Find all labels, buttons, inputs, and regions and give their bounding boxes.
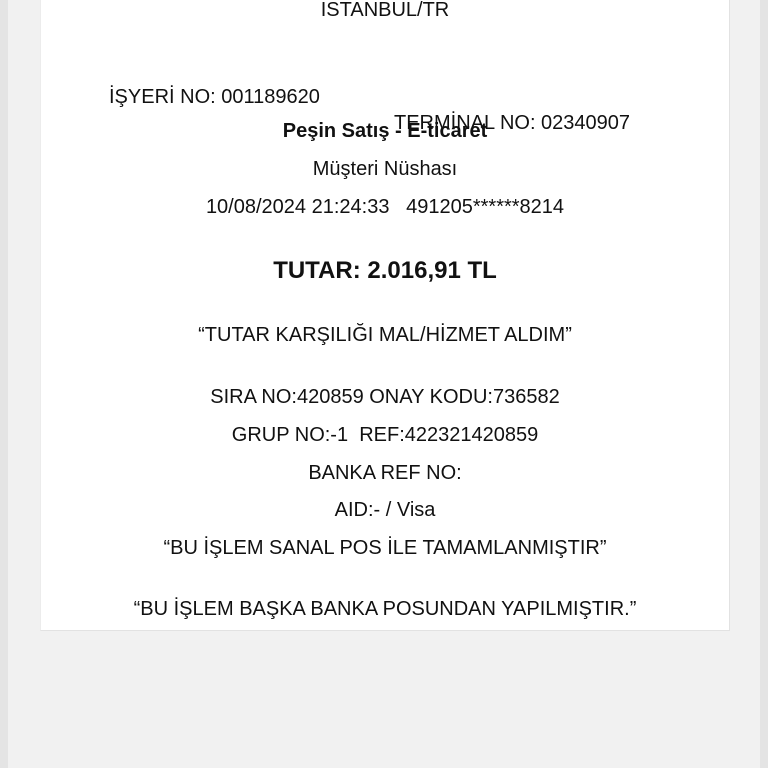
terminal-number: TERMİNAL NO: 02340907 <box>394 112 631 134</box>
left-margin-strip <box>0 0 8 768</box>
acknowledgement-text: “TUTAR KARŞILIĞI MAL/HİZMET ALDIM” <box>198 324 572 346</box>
merchant-terminal-row <box>41 58 729 162</box>
right-margin-strip <box>760 0 768 768</box>
group-reference: GRUP NO:-1 REF:422321420859 <box>231 424 539 446</box>
total-amount: TUTAR: 2.016,91 TL <box>273 257 497 284</box>
other-bank-note: “BU İŞLEM BAŞKA BANKA POSUNDAN YAPILMIŞTIR.” <box>133 598 637 620</box>
city-line: İSTANBUL/TR <box>320 0 450 21</box>
receipt-paper <box>40 0 730 631</box>
sequence-approval-code: SIRA NO:420859 ONAY KODU:736582 <box>210 386 560 408</box>
aid-card-brand: AID:- / Visa <box>334 499 436 521</box>
bank-reference: BANKA REF NO: <box>308 462 462 484</box>
merchant-number: İŞYERİ NO: 001189620 <box>109 86 320 108</box>
virtual-pos-note: “BU İŞLEM SANAL POS İLE TAMAMLANMIŞTIR” <box>163 537 607 559</box>
transaction-type: Peşin Satış - E-ticaret <box>282 120 488 142</box>
copy-label: Müşteri Nüshası <box>312 158 458 180</box>
datetime-card-number: 10/08/2024 21:24:33 491205******8214 <box>205 196 565 218</box>
